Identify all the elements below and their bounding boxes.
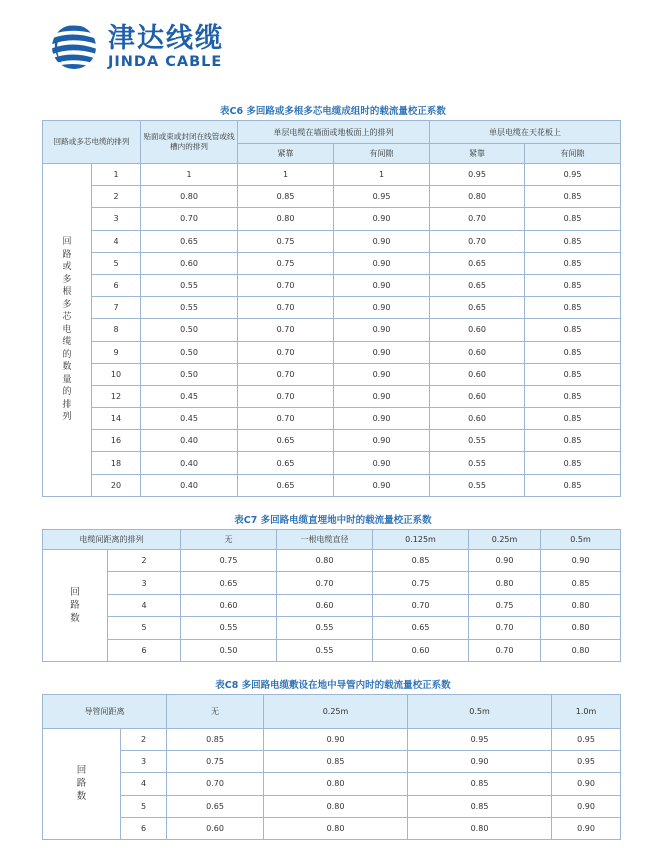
factor-cell: 0.95 [552, 729, 621, 751]
factor-cell: 0.80 [541, 639, 621, 661]
table-c6 [42, 120, 621, 497]
factor-cell: 0.80 [541, 594, 621, 616]
factor-cell: 1 [334, 164, 430, 186]
group-header-wall: 单层电缆在墙面或地板面上的排列 [238, 121, 430, 144]
table-row [43, 817, 621, 839]
factor-cell: 0.65 [238, 430, 334, 452]
factor-cell: 0.95 [552, 751, 621, 773]
factor-cell: 0.80 [541, 617, 621, 639]
col-header-spacing: 电缆间距离的排列 [43, 530, 181, 550]
row-count-cell: 4 [121, 773, 167, 795]
table-c8 [42, 694, 621, 840]
table-row [43, 341, 621, 363]
row-count-cell: 6 [92, 274, 141, 296]
factor-cell: 0.90 [334, 297, 430, 319]
table-c7 [42, 529, 621, 662]
factor-cell: 0.75 [238, 252, 334, 274]
factor-cell: 0.70 [277, 572, 373, 594]
factor-cell: 0.90 [552, 795, 621, 817]
factor-cell: 0.60 [430, 363, 525, 385]
factor-cell: 0.85 [525, 474, 621, 496]
row-count-cell: 2 [121, 729, 167, 751]
brand-name-cn: 津达线缆 [108, 23, 224, 54]
factor-cell: 0.70 [469, 639, 541, 661]
factor-cell: 0.80 [141, 186, 238, 208]
table-c6-caption: 表C6 多回路或多根多芯电缆成组时的载流量校正系数 [220, 106, 446, 117]
row-count-cell: 12 [92, 385, 141, 407]
table-row [43, 474, 621, 496]
factor-cell: 0.80 [238, 208, 334, 230]
table-row [43, 452, 621, 474]
factor-cell: 0.90 [334, 274, 430, 296]
factor-cell: 0.70 [238, 363, 334, 385]
factor-cell: 0.45 [141, 385, 238, 407]
factor-cell: 0.90 [552, 817, 621, 839]
factor-cell: 0.70 [469, 617, 541, 639]
table-row [43, 297, 621, 319]
factor-cell: 0.90 [334, 319, 430, 341]
table-row [43, 572, 621, 594]
factor-cell: 0.90 [334, 408, 430, 430]
company-header [50, 22, 224, 72]
factor-cell: 0.70 [238, 319, 334, 341]
factor-cell: 0.90 [334, 208, 430, 230]
factor-cell: 0.90 [541, 550, 621, 572]
factor-cell: 0.70 [430, 208, 525, 230]
factor-cell: 0.95 [525, 164, 621, 186]
factor-cell: 0.90 [334, 385, 430, 407]
factor-cell: 0.85 [525, 319, 621, 341]
sub-header-wall-tight: 紧靠 [238, 144, 334, 164]
sub-header-ceiling-tight: 紧靠 [430, 144, 525, 164]
table-row [43, 385, 621, 407]
row-count-cell: 2 [108, 550, 181, 572]
row-count-cell: 6 [108, 639, 181, 661]
factor-cell: 0.70 [430, 230, 525, 252]
factor-cell: 0.85 [408, 773, 552, 795]
factor-cell: 0.60 [277, 594, 373, 616]
table-row [43, 319, 621, 341]
factor-cell: 0.85 [525, 297, 621, 319]
factor-cell: 0.50 [141, 319, 238, 341]
factor-cell: 0.50 [181, 639, 277, 661]
row-count-cell: 20 [92, 474, 141, 496]
factor-cell: 0.90 [334, 341, 430, 363]
col-header-1m: 1.0m [552, 695, 621, 729]
col-header-05m: 0.5m [408, 695, 552, 729]
row-count-cell: 3 [108, 572, 181, 594]
factor-cell: 0.70 [373, 594, 469, 616]
row-count-cell: 4 [92, 230, 141, 252]
factor-cell: 0.65 [430, 274, 525, 296]
table-c7-caption: 表C7 多回路电缆直埋地中时的载流量校正系数 [234, 515, 432, 526]
factor-cell: 0.40 [141, 474, 238, 496]
factor-cell: 0.80 [277, 550, 373, 572]
factor-cell: 0.70 [238, 408, 334, 430]
factor-cell: 0.85 [525, 430, 621, 452]
col-header-bundled: 贴面或束或封闭在线管或线槽内的排列 [141, 121, 238, 164]
factor-cell: 0.45 [141, 408, 238, 430]
factor-cell: 0.60 [430, 319, 525, 341]
table-row [43, 430, 621, 452]
row-group-label-text: 回路数 [76, 765, 87, 803]
row-count-cell: 18 [92, 452, 141, 474]
table-row [43, 230, 621, 252]
factor-cell: 0.60 [167, 817, 264, 839]
row-count-cell: 7 [92, 297, 141, 319]
factor-cell: 0.55 [430, 474, 525, 496]
table-row [43, 363, 621, 385]
factor-cell: 0.90 [334, 430, 430, 452]
factor-cell: 0.90 [334, 230, 430, 252]
factor-cell: 0.95 [408, 729, 552, 751]
factor-cell: 0.85 [541, 572, 621, 594]
col-header-05m: 0.5m [541, 530, 621, 550]
factor-cell: 0.60 [181, 594, 277, 616]
factor-cell: 0.70 [141, 208, 238, 230]
table-row [43, 639, 621, 661]
col-header-0125m: 0.125m [373, 530, 469, 550]
row-group-label-text: 回路或多根多芯电缆的数量的排列 [62, 237, 72, 423]
factor-cell: 0.80 [408, 817, 552, 839]
factor-cell: 0.65 [373, 617, 469, 639]
row-count-cell: 5 [121, 795, 167, 817]
factor-cell: 0.85 [525, 252, 621, 274]
factor-cell: 0.65 [430, 297, 525, 319]
factor-cell: 0.65 [167, 795, 264, 817]
factor-cell: 0.85 [525, 385, 621, 407]
row-count-cell: 9 [92, 341, 141, 363]
col-header-none: 无 [167, 695, 264, 729]
group-header-ceiling: 单层电缆在天花板上 [430, 121, 621, 144]
brand-name-en: JINDA CABLE [108, 54, 223, 70]
factor-cell: 0.85 [525, 408, 621, 430]
row-count-cell: 3 [92, 208, 141, 230]
factor-cell: 0.85 [167, 729, 264, 751]
factor-cell: 0.60 [430, 341, 525, 363]
factor-cell: 0.70 [167, 773, 264, 795]
factor-cell: 0.75 [469, 594, 541, 616]
col-header-none: 无 [181, 530, 277, 550]
factor-cell: 0.85 [408, 795, 552, 817]
factor-cell: 0.75 [373, 572, 469, 594]
table-row [43, 773, 621, 795]
factor-cell: 0.95 [430, 164, 525, 186]
factor-cell: 0.95 [334, 186, 430, 208]
factor-cell: 0.80 [264, 817, 408, 839]
col-header-025m: 0.25m [264, 695, 408, 729]
factor-cell: 0.55 [141, 297, 238, 319]
col-header-duct-spacing: 导管间距离 [43, 695, 167, 729]
factor-cell: 0.65 [141, 230, 238, 252]
globe-stripes-logo-icon [50, 22, 102, 72]
factor-cell: 0.65 [238, 474, 334, 496]
factor-cell: 0.75 [238, 230, 334, 252]
row-group-label [43, 164, 92, 497]
factor-cell: 0.90 [334, 452, 430, 474]
row-group-label [43, 550, 108, 662]
row-count-cell: 14 [92, 408, 141, 430]
row-count-cell: 6 [121, 817, 167, 839]
factor-cell: 0.70 [238, 297, 334, 319]
factor-cell: 0.55 [277, 617, 373, 639]
factor-cell: 0.40 [141, 452, 238, 474]
factor-cell: 0.85 [373, 550, 469, 572]
factor-cell: 0.60 [141, 252, 238, 274]
factor-cell: 0.50 [141, 341, 238, 363]
table-row [43, 252, 621, 274]
factor-cell: 0.55 [430, 452, 525, 474]
factor-cell: 0.65 [430, 252, 525, 274]
factor-cell: 0.85 [264, 751, 408, 773]
col-header-one-diameter: 一根电缆直径 [277, 530, 373, 550]
table-row [43, 186, 621, 208]
factor-cell: 0.75 [181, 550, 277, 572]
factor-cell: 0.80 [264, 773, 408, 795]
factor-cell: 0.50 [141, 363, 238, 385]
factor-cell: 0.75 [167, 751, 264, 773]
factor-cell: 0.65 [238, 452, 334, 474]
factor-cell: 0.85 [525, 274, 621, 296]
factor-cell: 0.90 [552, 773, 621, 795]
row-group-label [43, 729, 121, 840]
factor-cell: 0.85 [525, 341, 621, 363]
factor-cell: 0.55 [181, 617, 277, 639]
factor-cell: 0.90 [334, 252, 430, 274]
table-row [43, 617, 621, 639]
factor-cell: 0.55 [141, 274, 238, 296]
factor-cell: 0.80 [264, 795, 408, 817]
table-row [43, 274, 621, 296]
factor-cell: 0.65 [181, 572, 277, 594]
table-row [43, 408, 621, 430]
row-count-cell: 3 [121, 751, 167, 773]
factor-cell: 0.70 [238, 385, 334, 407]
factor-cell: 0.70 [238, 274, 334, 296]
factor-cell: 0.60 [430, 408, 525, 430]
factor-cell: 0.85 [525, 363, 621, 385]
row-count-cell: 16 [92, 430, 141, 452]
row-count-cell: 2 [92, 186, 141, 208]
table-row [43, 594, 621, 616]
factor-cell: 1 [238, 164, 334, 186]
table-row [43, 751, 621, 773]
factor-cell: 0.85 [525, 208, 621, 230]
factor-cell: 0.80 [469, 572, 541, 594]
factor-cell: 0.90 [264, 729, 408, 751]
factor-cell: 0.80 [430, 186, 525, 208]
factor-cell: 0.60 [373, 639, 469, 661]
factor-cell: 0.40 [141, 430, 238, 452]
row-count-cell: 10 [92, 363, 141, 385]
factor-cell: 0.55 [277, 639, 373, 661]
table-c8-caption: 表C8 多回路电缆敷设在地中导管内时的载流量校正系数 [215, 680, 451, 691]
factor-cell: 1 [141, 164, 238, 186]
table-row [43, 208, 621, 230]
factor-cell: 0.85 [525, 230, 621, 252]
factor-cell: 0.85 [525, 186, 621, 208]
table-row [43, 795, 621, 817]
factor-cell: 0.90 [408, 751, 552, 773]
factor-cell: 0.60 [430, 385, 525, 407]
factor-cell: 0.85 [238, 186, 334, 208]
table-row [43, 729, 621, 751]
table-row [43, 550, 621, 572]
row-count-cell: 4 [108, 594, 181, 616]
sub-header-ceiling-gap: 有间隙 [525, 144, 621, 164]
col-header-025m: 0.25m [469, 530, 541, 550]
factor-cell: 0.90 [334, 363, 430, 385]
factor-cell: 0.90 [334, 474, 430, 496]
row-count-cell: 5 [108, 617, 181, 639]
row-count-cell: 8 [92, 319, 141, 341]
row-count-cell: 1 [92, 164, 141, 186]
row-group-label-text: 回路数 [70, 586, 80, 624]
sub-header-wall-gap: 有间隙 [334, 144, 430, 164]
table-row [43, 164, 621, 186]
factor-cell: 0.85 [525, 452, 621, 474]
factor-cell: 0.90 [469, 550, 541, 572]
col-header-arrangement: 回路或多芯电缆的排列 [43, 121, 141, 164]
factor-cell: 0.70 [238, 341, 334, 363]
factor-cell: 0.55 [430, 430, 525, 452]
row-count-cell: 5 [92, 252, 141, 274]
